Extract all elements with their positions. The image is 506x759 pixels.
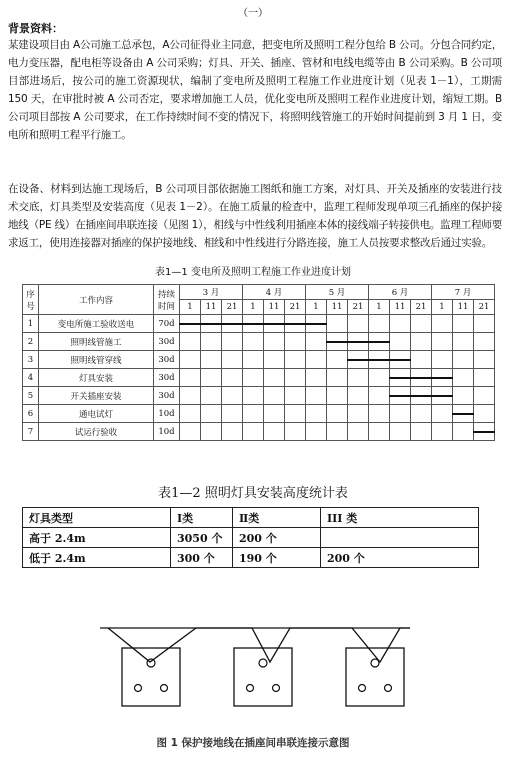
gantt-bar — [263, 323, 285, 325]
socket-box — [122, 648, 180, 706]
page-number: （一） — [238, 8, 268, 19]
gantt-bar — [410, 377, 432, 379]
timeline-cell — [264, 333, 285, 351]
day-header: 11 — [390, 300, 411, 315]
gantt-bar — [431, 377, 453, 379]
timeline-cell — [243, 423, 264, 441]
timeline-cell — [222, 369, 243, 387]
seq-cell: 7 — [23, 423, 39, 441]
work-header: 工作内容 — [39, 285, 154, 315]
timeline-cell — [222, 387, 243, 405]
timeline-cell — [285, 423, 306, 441]
timeline-cell — [285, 387, 306, 405]
day-header: 1 — [306, 300, 327, 315]
timeline-cell — [369, 351, 390, 369]
socket-hole-icon — [135, 685, 142, 692]
work-cell: 开关插座安装 — [39, 387, 154, 405]
gantt-bar — [200, 323, 222, 325]
work-cell: 变电所施工验收送电 — [39, 315, 154, 333]
timeline-cell — [390, 387, 411, 405]
timeline-cell — [180, 333, 201, 351]
table-cell: 3050 个 — [171, 528, 233, 548]
seq-cell: 5 — [23, 387, 39, 405]
figure-caption: 图 1 保护接地线在插座间串联连接示意图 — [156, 737, 350, 749]
timeline-cell — [411, 387, 432, 405]
table-header-cell: Ⅱ类 — [233, 508, 321, 528]
table-header-cell: Ⅰ类 — [171, 508, 233, 528]
gantt-bar — [389, 377, 411, 379]
work-cell: 照明线管施工 — [39, 333, 154, 351]
timeline-cell — [369, 333, 390, 351]
timeline-cell — [390, 315, 411, 333]
timeline-cell — [369, 315, 390, 333]
table-cell: 190 个 — [233, 548, 321, 568]
timeline-cell — [327, 315, 348, 333]
timeline-cell — [474, 351, 495, 369]
timeline-cell — [348, 315, 369, 333]
duration-cell: 30d — [154, 333, 180, 351]
socket-box — [234, 648, 292, 706]
timeline-cell — [243, 369, 264, 387]
work-cell: 照明线管穿线 — [39, 351, 154, 369]
table1-caption: 表1—1 变电所及照明工程施工作业进度计划 — [155, 267, 351, 278]
table-row — [23, 548, 479, 568]
timeline-cell — [474, 315, 495, 333]
work-cell: 灯具安装 — [39, 369, 154, 387]
timeline-cell — [327, 423, 348, 441]
gantt-bar — [368, 341, 390, 343]
day-header: 1 — [243, 300, 264, 315]
seq-header: 序 号 — [23, 285, 39, 315]
gantt-bar — [284, 323, 306, 325]
day-header: 11 — [264, 300, 285, 315]
timeline-cell — [369, 369, 390, 387]
timeline-cell — [411, 315, 432, 333]
day-header: 21 — [222, 300, 243, 315]
timeline-cell — [285, 351, 306, 369]
month-header: 4 月 — [243, 285, 306, 300]
timeline-cell — [264, 423, 285, 441]
day-header: 21 — [411, 300, 432, 315]
timeline-cell — [432, 405, 453, 423]
gantt-bar — [389, 359, 411, 361]
schedule-table — [22, 284, 495, 441]
table-header-cell: 灯具类型 — [23, 508, 171, 528]
table-header-cell: III 类 — [321, 508, 479, 528]
timeline-cell — [201, 387, 222, 405]
timeline-cell — [411, 333, 432, 351]
timeline-cell — [390, 351, 411, 369]
timeline-cell — [201, 369, 222, 387]
timeline-cell — [243, 333, 264, 351]
day-header: 1 — [180, 300, 201, 315]
gantt-bar — [347, 341, 369, 343]
socket-hole-icon — [247, 685, 254, 692]
duration-header: 持续 时间 — [154, 285, 180, 315]
timeline-cell — [180, 387, 201, 405]
table-row — [23, 528, 479, 548]
timeline-cell — [453, 405, 474, 423]
timeline-cell — [390, 333, 411, 351]
timeline-cell — [327, 333, 348, 351]
timeline-cell — [201, 405, 222, 423]
work-cell: 通电试灯 — [39, 405, 154, 423]
timeline-cell — [180, 369, 201, 387]
day-header: 21 — [285, 300, 306, 315]
timeline-cell — [201, 315, 222, 333]
month-header: 5 月 — [306, 285, 369, 300]
timeline-cell — [180, 405, 201, 423]
timeline-cell — [474, 333, 495, 351]
timeline-cell — [348, 387, 369, 405]
day-header: 1 — [369, 300, 390, 315]
timeline-cell — [201, 333, 222, 351]
duration-cell: 10d — [154, 405, 180, 423]
pe-wire-zigzag — [108, 628, 410, 662]
timeline-cell — [222, 423, 243, 441]
timeline-cell — [348, 405, 369, 423]
paragraph-1: 某建设项目由 A公司施工总承包，A公司征得业主同意，把变电所及照明工程分包给 B 公司。分包合同约定，电力变压器，配电柜等设备由 A 公司采购；灯具、开关、插座、管材和电线电缆等由 B 公司采购。B 公司项目部进场后，按公司的施工资源现状，编制了变电所及照明工程施工作业进度计划（见表 1－1），工期需 150 天，在审批时被 A 公司否定，要求增加施工人员，优化变电所及照明工程作业进度计划，缩短工期。B 公司项目部按 A 公司要求，在工作持续时间不变的情况下，将照明线管施工的开始时间提前到 3 月 1 日，变电所和照明工程平行施工。 — [8, 39, 502, 141]
timeline-cell — [411, 423, 432, 441]
timeline-cell — [306, 351, 327, 369]
day-header: 21 — [474, 300, 495, 315]
timeline-cell — [474, 423, 495, 441]
timeline-cell — [201, 351, 222, 369]
timeline-cell — [432, 333, 453, 351]
timeline-cell — [264, 405, 285, 423]
day-header: 11 — [453, 300, 474, 315]
timeline-cell — [432, 423, 453, 441]
timeline-cell — [474, 369, 495, 387]
month-header: 7 月 — [432, 285, 495, 300]
seq-cell: 6 — [23, 405, 39, 423]
timeline-cell — [432, 387, 453, 405]
timeline-cell — [306, 333, 327, 351]
table-row — [23, 333, 495, 351]
table-row — [23, 423, 495, 441]
gantt-bar — [221, 323, 243, 325]
timeline-cell — [432, 315, 453, 333]
timeline-cell — [264, 315, 285, 333]
timeline-cell — [180, 315, 201, 333]
background-label: 背景资料： — [8, 22, 63, 35]
timeline-cell — [348, 369, 369, 387]
socket-hole-icon — [359, 685, 366, 692]
timeline-cell — [327, 387, 348, 405]
timeline-cell — [306, 405, 327, 423]
timeline-cell — [264, 351, 285, 369]
table-cell: 低于 2.4m — [23, 548, 171, 568]
timeline-cell — [264, 387, 285, 405]
duration-cell: 10d — [154, 423, 180, 441]
timeline-cell — [327, 351, 348, 369]
timeline-cell — [327, 405, 348, 423]
gantt-bar — [452, 413, 474, 415]
table-cell — [321, 528, 479, 548]
duration-cell: 30d — [154, 387, 180, 405]
timeline-cell — [201, 423, 222, 441]
table-row — [23, 387, 495, 405]
table-cell: 200 个 — [321, 548, 479, 568]
gantt-bar — [242, 323, 264, 325]
timeline-cell — [243, 387, 264, 405]
gantt-bar — [431, 395, 453, 397]
timeline-cell — [264, 369, 285, 387]
socket-hole-icon — [371, 659, 379, 667]
timeline-cell — [369, 387, 390, 405]
grounding-diagram — [0, 600, 506, 730]
timeline-cell — [390, 423, 411, 441]
timeline-cell — [474, 405, 495, 423]
gantt-bar — [368, 359, 390, 361]
gantt-bar — [473, 431, 495, 433]
day-header: 1 — [432, 300, 453, 315]
timeline-cell — [285, 315, 306, 333]
timeline-cell — [243, 351, 264, 369]
socket-hole-icon — [259, 659, 267, 667]
table-row — [23, 405, 495, 423]
table-row — [23, 351, 495, 369]
timeline-cell — [306, 387, 327, 405]
timeline-cell — [306, 423, 327, 441]
table-row — [23, 369, 495, 387]
socket-hole-icon — [273, 685, 280, 692]
duration-cell: 30d — [154, 369, 180, 387]
gantt-bar — [389, 395, 411, 397]
timeline-cell — [453, 423, 474, 441]
seq-cell: 1 — [23, 315, 39, 333]
timeline-cell — [390, 405, 411, 423]
seq-cell: 3 — [23, 351, 39, 369]
duration-cell: 70d — [154, 315, 180, 333]
timeline-cell — [243, 405, 264, 423]
gantt-bar — [410, 395, 432, 397]
duration-cell: 30d — [154, 351, 180, 369]
gantt-bar — [326, 341, 348, 343]
timeline-cell — [453, 351, 474, 369]
paragraph-2: 在设备、材料到达施工现场后，B 公司项目部依据施工图纸和施工方案，对灯具、开关及插座的安装进行技术交底，灯具类型及安装高度（见表 1－2）。在施工质量的检查中，监理工程师发现单项三孔插座的保护接地线（PE 线）在插座间串联连接（见图 1），相线与中性线利用插座本体的接线端子转接供电。监理工程师要求返工，使用连接器对插座的保护接地线、相线和中性线进行分路连接，施工人员按要求整改后通过实验。 — [8, 183, 502, 249]
timeline-cell — [411, 405, 432, 423]
timeline-cell — [285, 405, 306, 423]
timeline-cell — [243, 315, 264, 333]
timeline-cell — [453, 387, 474, 405]
timeline-cell — [432, 369, 453, 387]
seq-cell: 4 — [23, 369, 39, 387]
seq-cell: 2 — [23, 333, 39, 351]
timeline-cell — [222, 405, 243, 423]
timeline-cell — [180, 351, 201, 369]
work-cell: 试运行验收 — [39, 423, 154, 441]
timeline-cell — [348, 351, 369, 369]
day-header: 21 — [348, 300, 369, 315]
timeline-cell — [411, 369, 432, 387]
timeline-cell — [453, 369, 474, 387]
timeline-cell — [285, 333, 306, 351]
table-row — [23, 315, 495, 333]
socket-hole-icon — [161, 685, 168, 692]
socket-hole-icon — [147, 659, 155, 667]
month-header: 6 月 — [369, 285, 432, 300]
timeline-cell — [180, 423, 201, 441]
timeline-cell — [222, 333, 243, 351]
table-row — [23, 508, 479, 528]
gantt-bar — [179, 323, 201, 325]
day-header: 11 — [327, 300, 348, 315]
timeline-cell — [390, 369, 411, 387]
timeline-cell — [411, 351, 432, 369]
table-cell: 高于 2.4m — [23, 528, 171, 548]
gantt-bar — [305, 323, 327, 325]
timeline-cell — [432, 351, 453, 369]
timeline-cell — [306, 315, 327, 333]
timeline-cell — [453, 333, 474, 351]
timeline-cell — [222, 315, 243, 333]
lamp-height-table — [22, 507, 479, 568]
table-cell: 200 个 — [233, 528, 321, 548]
month-header: 3 月 — [180, 285, 243, 300]
timeline-cell — [453, 315, 474, 333]
timeline-cell — [348, 333, 369, 351]
timeline-cell — [327, 369, 348, 387]
table-cell: 300 个 — [171, 548, 233, 568]
timeline-cell — [222, 351, 243, 369]
timeline-cell — [369, 405, 390, 423]
timeline-cell — [306, 369, 327, 387]
table2-caption: 表1—2 照明灯具安装高度统计表 — [158, 486, 348, 501]
timeline-cell — [369, 423, 390, 441]
timeline-cell — [285, 369, 306, 387]
timeline-cell — [474, 387, 495, 405]
day-header: 11 — [201, 300, 222, 315]
gantt-bar — [347, 359, 369, 361]
timeline-cell — [348, 423, 369, 441]
socket-hole-icon — [385, 685, 392, 692]
